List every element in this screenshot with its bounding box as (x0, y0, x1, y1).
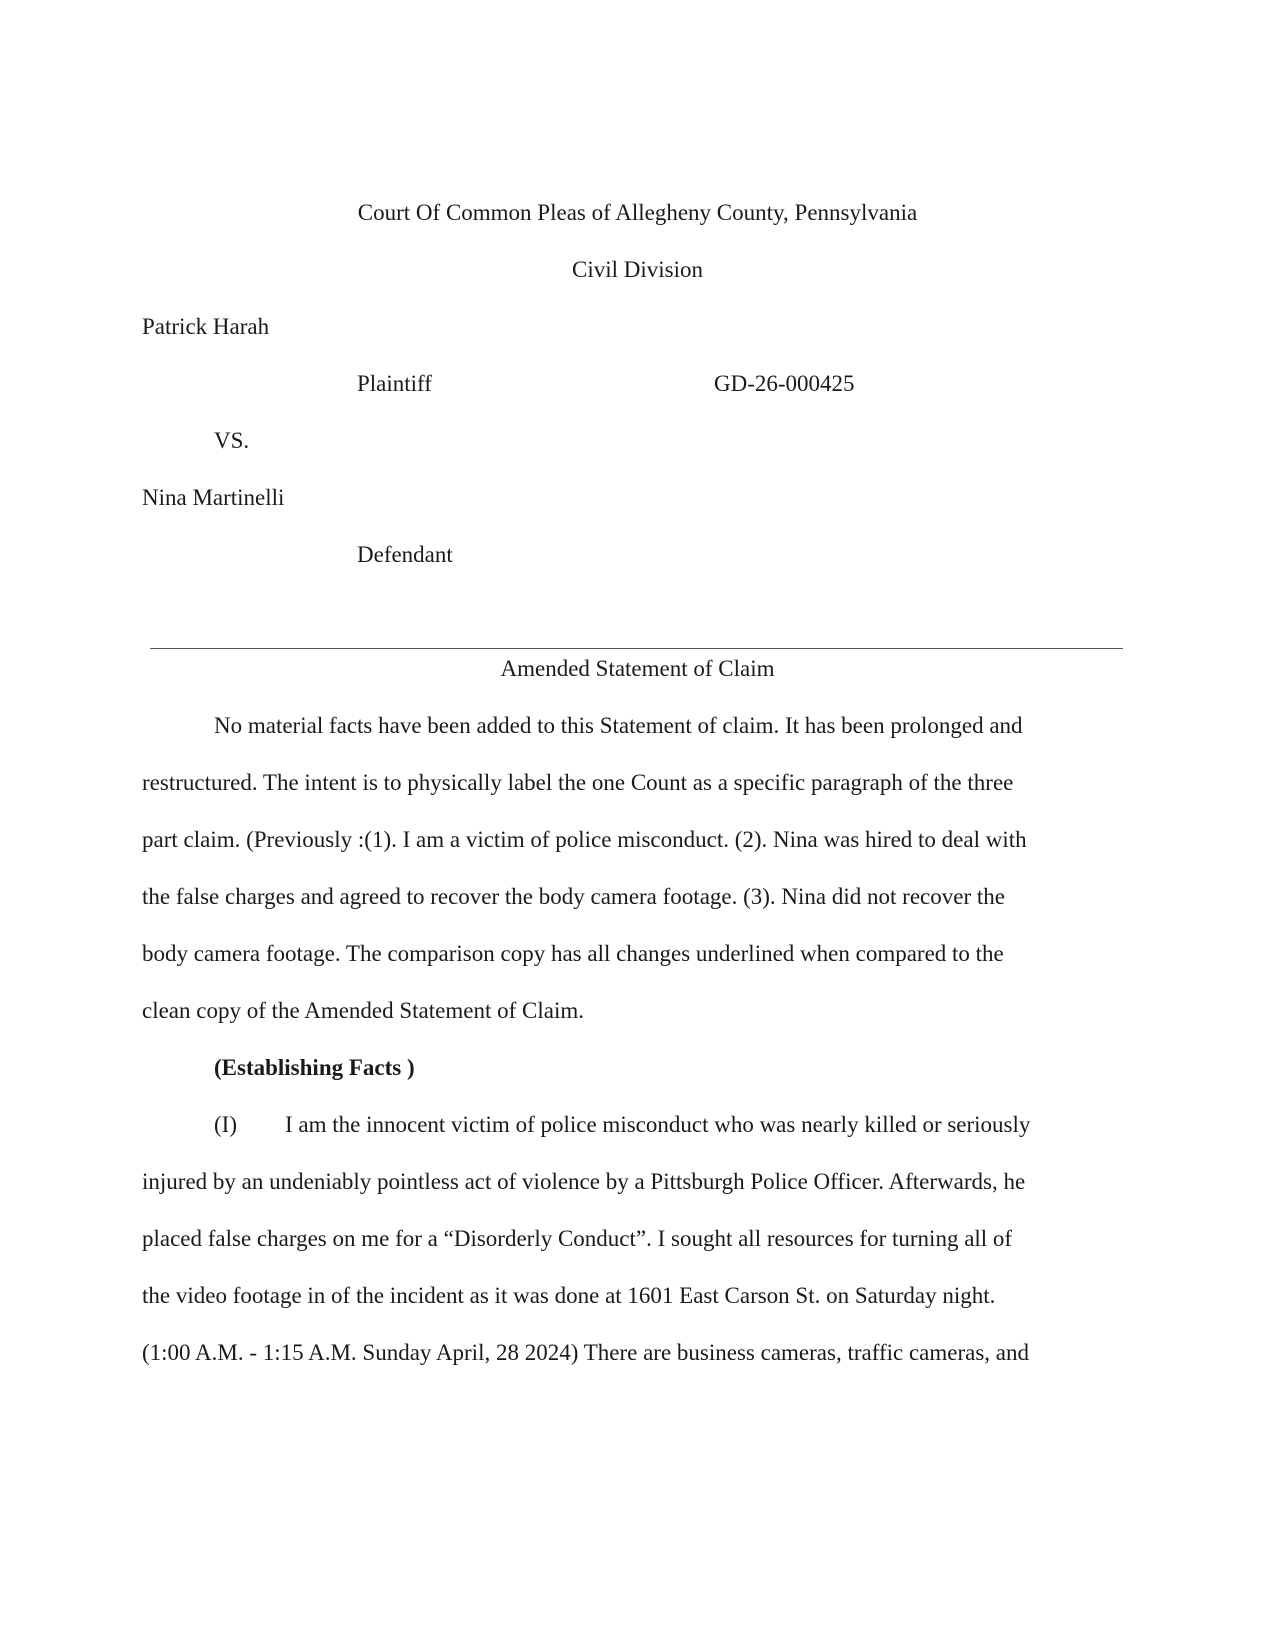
defendant-name: Nina Martinelli (142, 485, 285, 510)
intro-line: part claim. (Previously :(1). I am a victim of police misconduct. (2). Nina was hired to deal with (142, 827, 1027, 852)
plaintiff-label: Plaintiff (357, 371, 432, 396)
intro-line: body camera footage. The comparison copy has all changes underlined when compared to the (142, 941, 1004, 966)
defendant-label: Defendant (357, 542, 453, 567)
paragraph-line: injured by an undeniably pointless act of violence by a Pittsburgh Police Officer. Afterwards, he (142, 1169, 1026, 1194)
versus-label: VS. (214, 428, 250, 453)
paragraph-line: (1:00 A.M. - 1:15 A.M. Sunday April, 28 2024) There are business cameras, traffic cameras, and (142, 1340, 1029, 1365)
case-number: GD-26-000425 (714, 371, 855, 396)
court-name: Court Of Common Pleas of Allegheny County, Pennsylvania (357, 200, 918, 225)
intro-line: restructured. The intent is to physically label the one Count as a specific paragraph of the three (142, 770, 1014, 795)
paragraph-line: placed false charges on me for a “Disorderly Conduct”. I sought all resources for turning all of (142, 1226, 1013, 1251)
intro-line: clean copy of the Amended Statement of Claim. (142, 998, 584, 1023)
document-title: Amended Statement of Claim (500, 656, 775, 681)
plaintiff-name: Patrick Harah (142, 314, 270, 339)
paragraph-number: (I) (214, 1112, 237, 1137)
intro-line: No material facts have been added to this Statement of claim. It has been prolonged and (214, 713, 1023, 738)
section-heading: (Establishing Facts ) (214, 1055, 415, 1080)
paragraph-line: the video footage in of the incident as it was done at 1601 East Carson St. on Saturday night. (142, 1283, 996, 1308)
intro-line: the false charges and agreed to recover the body camera footage. (3). Nina did not recover the (142, 884, 1005, 909)
paragraph-line: I am the innocent victim of police misconduct who was nearly killed or seriously (285, 1112, 1031, 1137)
caption-divider (150, 648, 1123, 649)
division-name: Civil Division (572, 257, 703, 282)
